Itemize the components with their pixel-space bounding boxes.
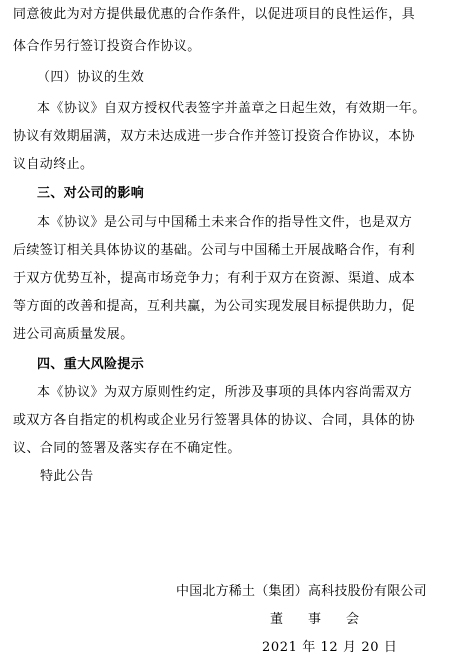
paragraph-line bbox=[13, 129, 459, 144]
paragraph-line bbox=[13, 299, 459, 314]
paragraph-line-text: 于双方优势互补，提高市场竞争力；有利于双方在资源、渠道、成本 bbox=[13, 271, 416, 286]
paragraph-line bbox=[13, 413, 459, 428]
section-heading-impact: 三、对公司的影响 bbox=[37, 186, 145, 201]
paragraph-line-text: 本《协议》是公司与中国稀土未来合作的指导性文件，也是双方 bbox=[37, 215, 413, 230]
paragraph-line-text: 议自动终止。 bbox=[13, 157, 94, 172]
paragraph-line-text: 进公司高质量发展。 bbox=[13, 327, 134, 342]
paragraph-line-text: 等方面的改善和提高，互利共赢，为公司实现发展目标提供助力，促 bbox=[13, 299, 416, 314]
paragraph-line bbox=[13, 243, 459, 258]
paragraph-line bbox=[13, 327, 134, 342]
paragraph-line-text: 本《协议》自双方授权代表签字并盖章之日起生效，有效期一年。 bbox=[37, 101, 426, 116]
paragraph-line bbox=[13, 271, 459, 286]
paragraph-line bbox=[13, 39, 201, 54]
paragraph-line bbox=[13, 157, 93, 172]
signature-date: 2021 年 12 月 20 日 bbox=[262, 640, 398, 655]
paragraph-line-text: 协议有效期届满，双方未达成进一步合作并签订投资合作协议，本协 bbox=[13, 129, 416, 144]
section-heading-risk: 四、重大风险提示 bbox=[37, 357, 145, 372]
paragraph-line bbox=[13, 441, 241, 456]
subheading-effect: （四）协议的生效 bbox=[37, 70, 145, 85]
paragraph-line-text: 体合作另行签订投资合作协议。 bbox=[13, 39, 201, 54]
announcement-text: 特此公告 bbox=[40, 469, 94, 484]
paragraph-line-text: 议、合同的签署及落实存在不确定性。 bbox=[13, 441, 241, 456]
signature-board: 董 事 会 bbox=[270, 612, 366, 627]
paragraph-line bbox=[37, 101, 426, 116]
paragraph-line bbox=[37, 215, 412, 230]
paragraph-line-text: 本《协议》为双方原则性约定，所涉及事项的具体内容尚需双方 bbox=[37, 385, 413, 400]
paragraph-line-text: 后续签订相关具体协议的基础。公司与中国稀土开展战略合作，有利 bbox=[13, 243, 416, 258]
signature-company: 中国北方稀土（集团）高科技股份有限公司 bbox=[176, 584, 427, 599]
paragraph-line-text: 同意彼此为对方提供最优惠的合作条件，以促进项目的良性运作，具 bbox=[13, 7, 416, 22]
paragraph-line bbox=[37, 385, 412, 400]
paragraph-line bbox=[13, 7, 459, 22]
paragraph-line-text: 或双方各自指定的机构或企业另行签署具体的协议、合同，具体的协 bbox=[13, 413, 416, 428]
